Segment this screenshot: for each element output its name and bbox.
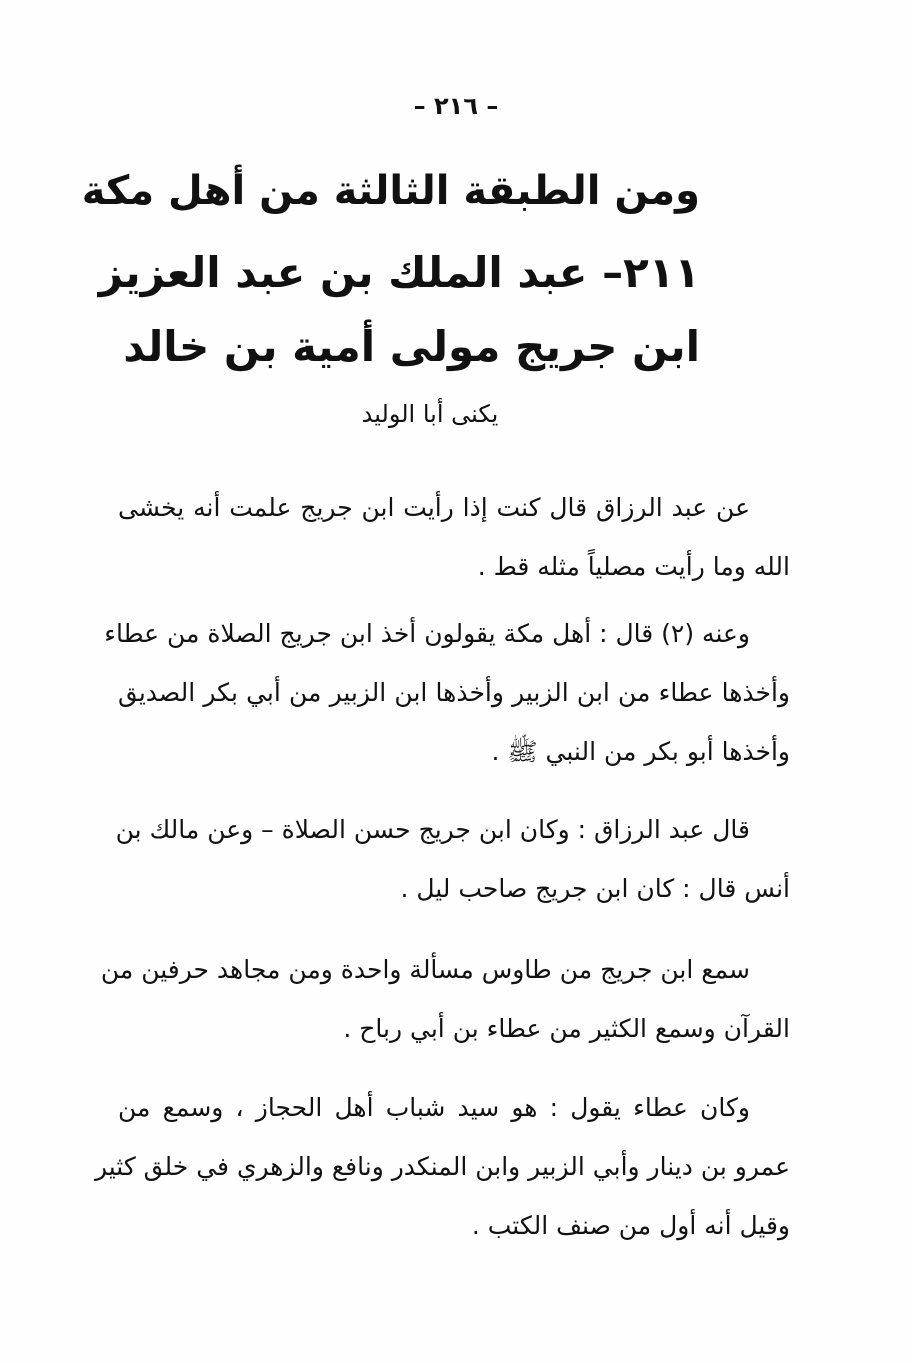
paragraph-line: وقيل أنه أول من صنف الكتب . xyxy=(471,1211,790,1240)
paragraph-line: أنس قال : كان ابن جريج صاحب ليل . xyxy=(400,874,790,903)
entry-heading: ٢١١– عبد الملك بن عبد العزيز xyxy=(98,248,700,297)
section-heading: ومن الطبقة الثالثة من أهل مكة xyxy=(81,168,700,214)
paragraph-line: سمع ابن جريج من طاوس مسألة واحدة ومن مجاهد حرفين من xyxy=(100,955,750,984)
paragraph-5 xyxy=(94,1078,790,1255)
paragraph-line: عن عبد الرزاق قال كنت إذا رأيت ابن جريج علمت أنه يخشى xyxy=(118,493,750,522)
kunya-line: يكنى أبا الوليد xyxy=(361,400,499,428)
paragraph-line: وأخذها أبو بكر من النبي ﷺ . xyxy=(491,737,790,766)
paragraph-4 xyxy=(100,940,790,1058)
lineage-heading: ابن جريج مولى أمية بن خالد xyxy=(123,322,700,371)
paragraph-line: وعنه (٢) قال : أهل مكة يقولون أخذ ابن جريج الصلاة من عطاء xyxy=(104,619,750,648)
paragraph-line: القرآن وسمع الكثير من عطاء بن أبي رباح . xyxy=(343,1014,790,1043)
paragraph-line: عمرو بن دينار وأبي الزبير وابن المنكدر ونافع والزهري في خلق كثير xyxy=(94,1152,790,1181)
paragraph-1 xyxy=(118,478,790,596)
paragraph-line: قال عبد الرزاق : وكان ابن جريج حسن الصلاة – وعن مالك بن xyxy=(115,815,750,844)
paragraph-line: الله وما رأيت مصلياً مثله قط . xyxy=(477,552,790,581)
paragraph-line: وكان عطاء يقول : هو سيد شباب أهل الحجاز ، وسمع من xyxy=(118,1093,750,1122)
paragraph-2 xyxy=(104,604,790,781)
paragraph-3 xyxy=(115,800,790,918)
paragraph-line: وأخذها عطاء من ابن الزبير وأخذها ابن الزبير من أبي بكر الصديق xyxy=(118,678,790,707)
page-number: – ٢١٦ – xyxy=(413,92,499,120)
